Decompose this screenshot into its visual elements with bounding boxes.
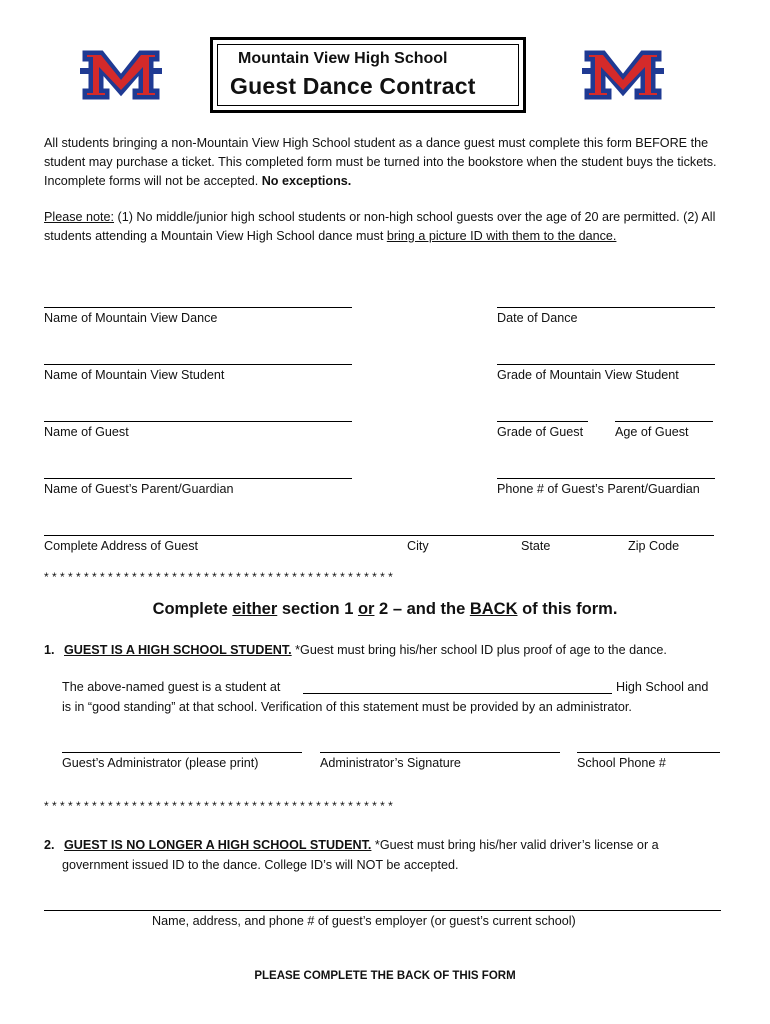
city-label: City — [407, 539, 429, 553]
section2-heading-row — [44, 838, 659, 852]
guest-name-label: Name of Guest — [44, 425, 129, 439]
intro-paragraph — [44, 134, 734, 191]
employer-label: Name, address, and phone # of guest’s employer (or guest’s current school) — [152, 914, 576, 928]
school-logo-left — [80, 46, 162, 102]
instr-either: either — [232, 600, 278, 618]
instr-part3: 2 – and the — [374, 600, 470, 618]
student-name-label: Name of Mountain View Student — [44, 368, 225, 382]
note-underlined: bring a picture ID with them to the dance. — [386, 229, 617, 243]
section1-line1-end: High School and — [616, 680, 709, 694]
section2-number: 2. — [44, 838, 55, 852]
parent-name-label: Name of Guest’s Parent/Guardian — [44, 482, 234, 496]
guest-name-line[interactable] — [44, 421, 352, 422]
form-title: Guest Dance Contract — [230, 73, 476, 99]
section1-line1-start: The above-named guest is a student at — [62, 680, 281, 694]
star-divider-2: * * * * * * * * * * * * * * * * * * * * * * * * * * * * * * * * * * * * * * * * * * * * — [44, 799, 393, 813]
admin-signature-label: Administrator’s Signature — [320, 756, 461, 770]
guest-school-line[interactable] — [303, 693, 612, 694]
note-label: Please note: — [44, 210, 115, 224]
employer-line[interactable] — [44, 910, 721, 911]
section1-line2: is in “good standing” at that school. Verification of this statement must be provided by an administrator. — [62, 700, 632, 714]
note-paragraph — [44, 208, 734, 246]
guest-grade-line[interactable] — [497, 421, 588, 422]
school-logo-right — [582, 46, 664, 102]
address-label: Complete Address of Guest — [44, 539, 199, 553]
instr-part1: Complete — [152, 600, 233, 618]
student-grade-line[interactable] — [497, 364, 715, 365]
school-phone-label: School Phone # — [577, 756, 666, 770]
parent-phone-label: Phone # of Guest’s Parent/Guardian — [497, 482, 700, 496]
student-name-line[interactable] — [44, 364, 352, 365]
school-name: Mountain View High School — [238, 50, 448, 67]
school-phone-line[interactable] — [577, 752, 720, 753]
section1-heading: GUEST IS A HIGH SCHOOL STUDENT. — [64, 643, 292, 657]
title-box — [210, 37, 526, 113]
note-text: (1) No middle/junior high school students or non-high school guests over the age of 20 are permitted. (2) All students attending a Mountain View High School dance must — [44, 210, 716, 243]
parent-phone-line[interactable] — [497, 478, 715, 479]
section-instructions — [0, 600, 770, 619]
instr-part4: of this form. — [517, 600, 618, 618]
footer-note: PLEASE COMPLETE THE BACK OF THIS FORM — [254, 970, 516, 982]
dance-name-label: Name of Mountain View Dance — [44, 311, 218, 325]
section1-number: 1. — [44, 643, 55, 657]
address-line[interactable] — [44, 535, 714, 536]
section2-line2: government issued ID to the dance. College ID’s will NOT be accepted. — [62, 858, 459, 872]
admin-name-label: Guest’s Administrator (please print) — [62, 756, 259, 770]
section1-note: *Guest must bring his/her school ID plus proof of age to the dance. — [291, 643, 667, 657]
intro-emphasis: No exceptions. — [261, 174, 352, 188]
admin-signature-line[interactable] — [320, 752, 560, 753]
instr-or: or — [357, 600, 375, 618]
section2-note: *Guest must bring his/her valid driver’s license or a — [371, 838, 659, 852]
zip-label: Zip Code — [628, 539, 680, 553]
dance-name-line[interactable] — [44, 307, 352, 308]
guest-grade-label: Grade of Guest — [497, 425, 584, 439]
star-divider: * * * * * * * * * * * * * * * * * * * * * * * * * * * * * * * * * * * * * * * * * * * * — [44, 570, 393, 584]
guest-age-label: Age of Guest — [615, 425, 689, 439]
guest-age-line[interactable] — [615, 421, 713, 422]
dance-date-line[interactable] — [497, 307, 715, 308]
section2-heading: GUEST IS NO LONGER A HIGH SCHOOL STUDENT. — [64, 838, 372, 852]
section1-heading-row — [44, 643, 667, 657]
instr-back: BACK — [469, 600, 518, 618]
dance-date-label: Date of Dance — [497, 311, 578, 325]
student-grade-label: Grade of Mountain View Student — [497, 368, 679, 382]
parent-name-line[interactable] — [44, 478, 352, 479]
admin-name-line[interactable] — [62, 752, 302, 753]
instr-part2: section 1 — [277, 600, 358, 618]
state-label: State — [521, 539, 551, 553]
intro-text: All students bringing a non-Mountain View High School student as a dance guest must complete this form BEFORE the student may purchase a ticket. This completed form must be turned into the bookstore when the student buys the tickets. Incomplete forms will not be accepted. — [44, 136, 717, 188]
